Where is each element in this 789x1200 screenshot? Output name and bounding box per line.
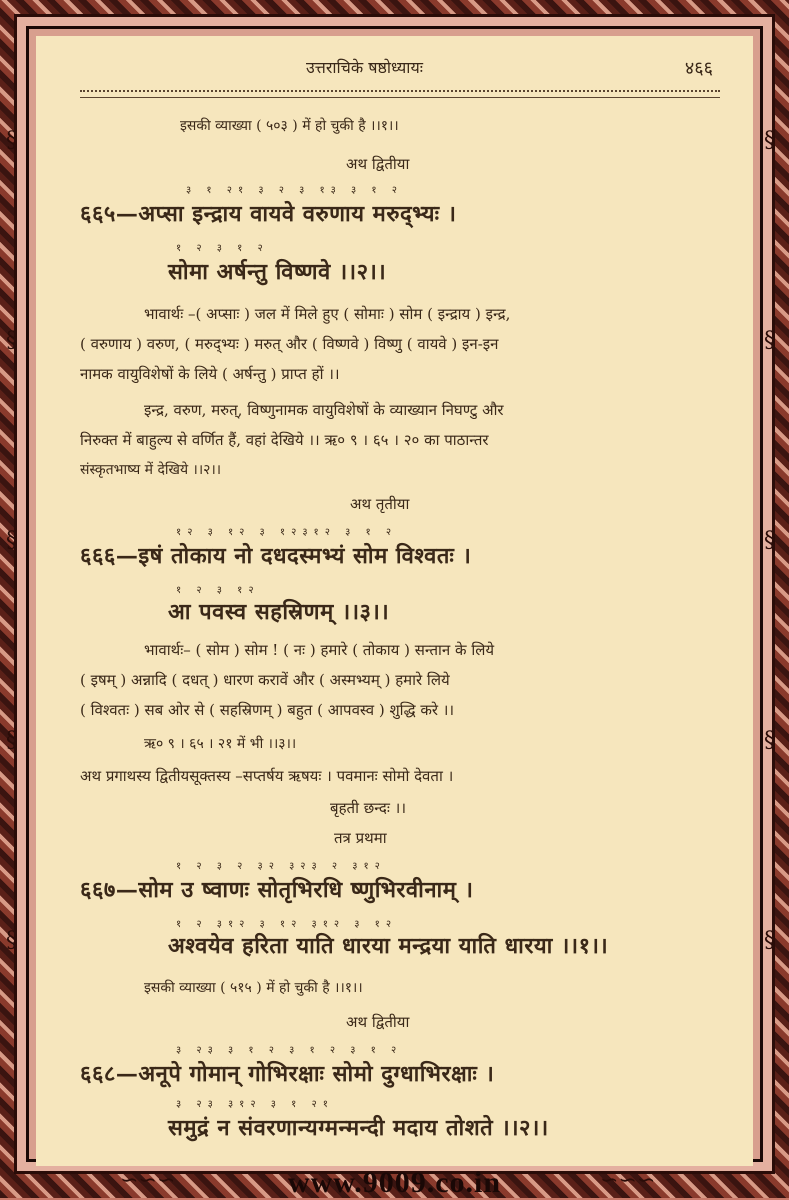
header-divider [80,90,720,98]
text-line: ऋ० ९ । ६५ । २१ में भी ।।३।। [144,736,297,752]
section-heading: अथ तृतीया [350,495,410,513]
page-title: उत्तराचिके षष्ठोध्यायः [306,58,423,77]
accent-marks: १ २ ३१२ ३ १२ ३१२ ३ १२ [176,919,398,930]
text-line: अथ प्रगाथस्य द्वितीयसूक्तस्य –सप्तर्षय ऋषयः । पवमानः सोमो देवता । [80,767,454,785]
scroll-ornament-icon: § [6,528,17,553]
accent-marks: १ २ ३ १ २ [176,243,269,254]
scroll-ornament-icon: § [764,928,775,953]
page-number: ४६६ [684,58,713,79]
accent-marks: १ २ ३ १२ [176,585,260,596]
mantra-line: ६६५—अप्सा इन्द्राय वायवे वरुणाय मरुद्भ्यः । [80,201,457,227]
section-heading: तत्र प्रथमा [334,829,387,847]
mantra-line: समुद्रं न संवरणान्यग्मन्मन्दी मदाय तोशते ।।२।। [168,1115,549,1141]
text-line: इसकी व्याख्या ( ५०३ ) में हो चुकी है ।।१।। [180,118,399,134]
text-line: इसकी व्याख्या ( ५१५ ) में हो चुकी है ।।१।। [144,980,363,996]
scroll-ornament-icon: § [764,528,775,553]
scroll-ornament-icon: § [6,328,17,353]
text-line: ( वरुणाय ) वरुण, ( मरुद्भ्यः ) मरुत् और ( विष्णवे ) विष्णु ( वायवे ) इन-इन [80,335,499,353]
scroll-ornament-icon: § [764,328,775,353]
section-heading: अथ द्वितीया [346,155,410,173]
mantra-line: ६६८—अनूपे गोमान् गोभिरक्षाः सोमो दुग्धाभिरक्षाः । [80,1061,495,1087]
text-line: ( विश्वतः ) सब ओर से ( सहस्रिणम् ) बहुत ( आपवस्व ) शुद्धि करे ।। [80,701,455,719]
footer-site-link[interactable]: www.9009.co.in [287,1166,502,1199]
mantra-line: ६६६—इषं तोकाय नो दधदस्मभ्यं सोम विश्वतः । [80,543,472,569]
scroll-ornament-icon: § [6,928,17,953]
accent-marks: ३ २३ ३ १ २ ३ १ २ ३ १ २ [176,1045,403,1056]
scroll-ornament-icon: § [6,128,17,153]
scroll-ornament-icon: § [6,728,17,753]
accent-marks: ३ २३ ३१२ ३ १ २१ [176,1099,334,1110]
mantra-line: अश्वयेव हरिता याति धारया मन्द्रया याति धारया ।।१।। [168,933,609,959]
text-line: निरुक्त में बाहुल्य से वर्णित हैं, वहां देखिये ।। ऋ० ९ । ६५ । २० का पाठान्तर [80,431,489,449]
mantra-line: ६६७—सोम उ ष्वाणः सोतृभिरधि ष्णुभिरवीनाम् । [80,877,474,903]
scroll-ornament-icon: § [764,728,775,753]
footer-ornament-icon: ∽∽∽ [600,1168,656,1193]
page-header [36,56,753,86]
scroll-ornament-icon: § [764,128,775,153]
mantra-line: सोमा अर्षन्तु विष्णवे ।।२।। [168,259,387,285]
text-line: भावार्थः –( अप्साः ) जल में मिले हुए ( सोमाः ) सोम ( इन्द्राय ) इन्द्र, [144,305,511,323]
section-heading: बृहती छन्दः ।। [330,799,407,817]
accent-marks: १२ ३ १२ ३ १२३१२ ३ १ २ [176,527,398,538]
accent-marks: ३ १ २१ ३ २ ३ १३ ३ १ २ [186,185,404,196]
book-page [36,36,753,1166]
section-heading: अथ द्वितीया [346,1013,410,1031]
footer-ornament-icon: ∽∽∽ [120,1168,176,1193]
mantra-line: आ पवस्व सहस्रिणम् ।।३।। [168,599,390,625]
text-line: नामक वायुविशेषों के लिये ( अर्षन्तु ) प्राप्त हों ।। [80,365,340,383]
text-line: संस्कृतभाष्य में देखिये ।।२।। [80,462,222,478]
accent-marks: १ २ ३ २ ३२ ३२३ २ ३१२ [176,861,386,872]
text-line: भावार्थः– ( सोम ) सोम ! ( नः ) हमारे ( तोकाय ) सन्तान के लिये [144,641,495,659]
text-line: ( इषम् ) अन्नादि ( दधत् ) धारण करावें और ( अस्मभ्यम् ) हमारे लिये [80,671,450,689]
text-line: इन्द्र, वरुण, मरुत्, विष्णुनामक वायुविशेषों के व्याख्यान निघण्टु और [144,401,504,419]
